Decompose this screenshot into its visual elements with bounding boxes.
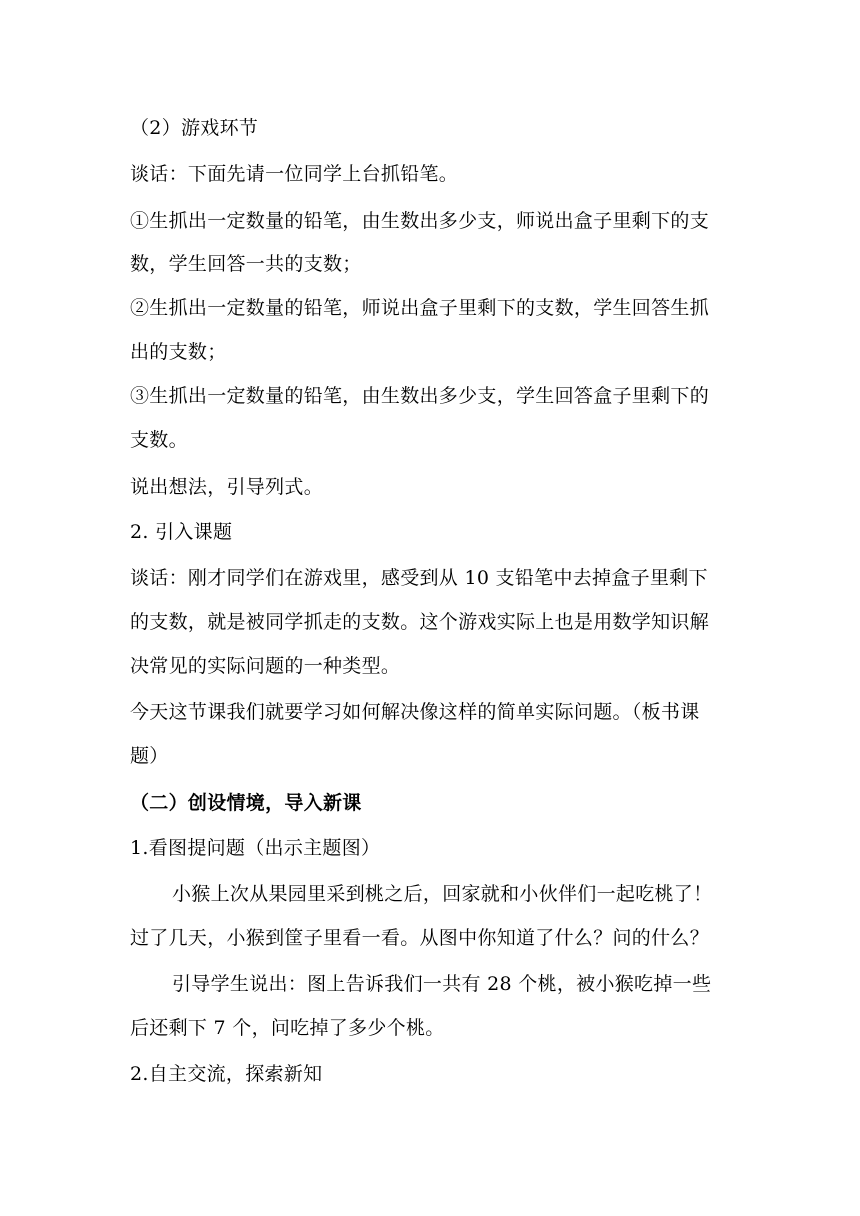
section-heading-picture: 1.看图提问题（出示主题图） <box>130 837 381 859</box>
paragraph-line: 出的支数； <box>130 341 227 363</box>
section-heading-game: （2）游戏环节 <box>130 117 259 139</box>
paragraph-line: 谈话：下面先请一位同学上台抓铅笔。 <box>130 163 459 185</box>
paragraph-line: ②生抓出一定数量的铅笔，师说出盒子里剩下的支数，学生回答生抓 <box>130 297 710 319</box>
paragraph-line: 引导学生说出：图上告诉我们一共有 28 个桃，被小猴吃掉一些 <box>172 973 712 995</box>
paragraph-line: ③生抓出一定数量的铅笔，由生数出多少支，学生回答盒子里剩下的 <box>130 385 710 407</box>
paragraph-line: 决常见的实际问题的一种类型。 <box>130 655 401 677</box>
section-heading-explore: 2.自主交流，探索新知 <box>130 1063 323 1085</box>
paragraph-line: 过了几天，小猴到筐子里看一看。从图中你知道了什么？问的什么？ <box>130 927 710 949</box>
paragraph-line: 题） <box>130 745 169 767</box>
section-heading-scenario: （二）创设情境，导入新课 <box>130 792 362 814</box>
paragraph-line: 谈话：刚才同学们在游戏里，感受到从 10 支铅笔中去掉盒子里剩下 <box>130 567 708 589</box>
paragraph-line: 今天这节课我们就要学习如何解决像这样的简单实际问题。（板书课 <box>130 701 700 723</box>
paragraph-line: 后还剩下 7 个，问吃掉了多少个桃。 <box>130 1017 445 1039</box>
paragraph-line: 数，学生回答一共的支数； <box>130 253 362 275</box>
paragraph-line: 说出想法，引导列式。 <box>130 476 324 498</box>
paragraph-line: 支数。 <box>130 429 188 451</box>
paragraph-line: 小猴上次从果园里采到桃之后，回家就和小伙伴们一起吃桃了！ <box>172 883 713 905</box>
section-heading-intro: 2. 引入课题 <box>130 521 233 543</box>
paragraph-line: 的支数，就是被同学抓走的支数。这个游戏实际上也是用数学知识解 <box>130 611 710 633</box>
paragraph-line: ①生抓出一定数量的铅笔，由生数出多少支，师说出盒子里剩下的支 <box>130 210 710 232</box>
